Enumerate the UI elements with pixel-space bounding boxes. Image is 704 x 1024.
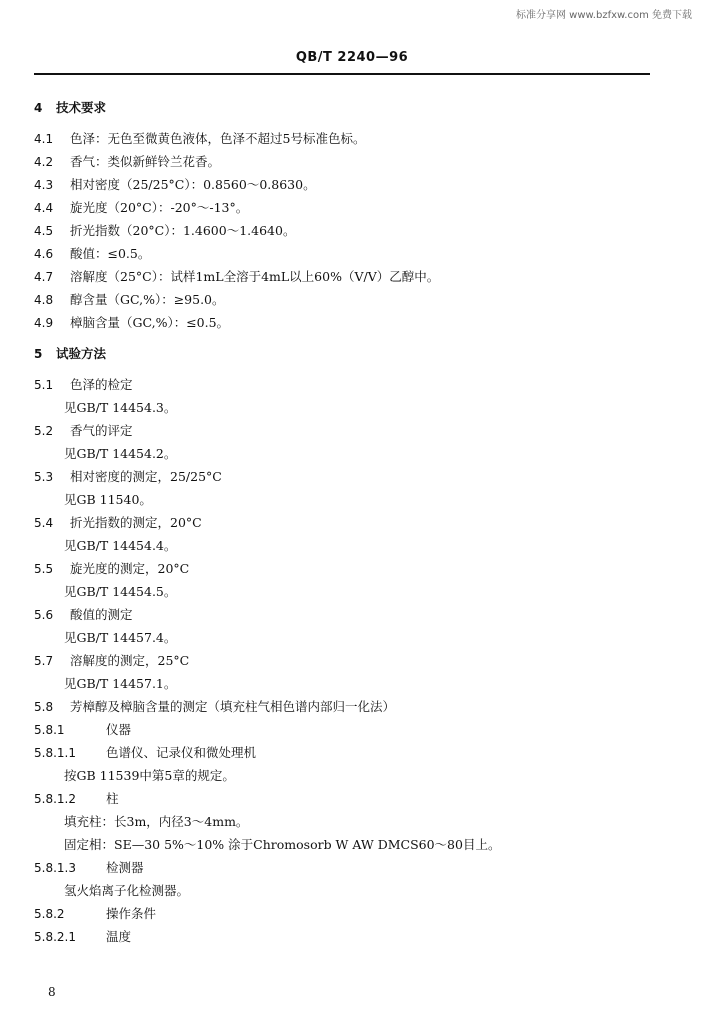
clause-line	[34, 649, 664, 672]
clause-text: 固定相：SE—30 5%～10% 涂于Chromosorb W AW DMCS60～80目上。	[64, 837, 501, 852]
clause-text: 温度	[106, 929, 132, 944]
clause-line	[34, 695, 664, 718]
clause-text: 酸值的测定	[70, 607, 133, 622]
clause-body-line	[34, 764, 664, 787]
section-5-lines	[34, 373, 664, 948]
clause-number: 5.8.1.2	[34, 792, 76, 806]
clause-text: 见GB/T 14454.3。	[64, 400, 177, 415]
clause-number: 5.6	[34, 608, 54, 622]
clause-text: 相对密度的测定，25/25°C	[70, 469, 222, 484]
clause-line	[34, 219, 664, 242]
clause-body-line	[34, 534, 664, 557]
clause-body-line	[34, 626, 664, 649]
clause-text: 色泽的检定	[70, 377, 133, 392]
clause-line	[34, 511, 664, 534]
clause-number: 4.6	[34, 247, 54, 261]
standard-number-header: QB/T 2240—96	[295, 50, 409, 65]
clause-line	[34, 288, 664, 311]
clause-number: 5.3	[34, 470, 54, 484]
clause-body-line	[34, 442, 664, 465]
clause-text: 见GB 11540。	[64, 492, 152, 507]
clause-line	[34, 718, 664, 741]
clause-text: 溶解度的测定，25°C	[70, 653, 190, 668]
clause-line	[34, 127, 664, 150]
clause-line	[34, 419, 664, 442]
clause-line	[34, 741, 664, 764]
page-number: 8	[48, 985, 56, 999]
section-4-items	[34, 127, 664, 334]
clause-text: 香气的评定	[70, 423, 133, 438]
clause-line	[34, 150, 664, 173]
clause-number: 4.3	[34, 178, 54, 192]
clause-body-line	[34, 580, 664, 603]
clause-text: 见GB/T 14454.5。	[64, 584, 177, 599]
clause-number: 5.8.1.3	[34, 861, 76, 875]
clause-text: 折光指数（20°C）：1.4600～1.4640。	[70, 223, 296, 238]
clause-text: 色谱仪、记录仪和微处理机	[106, 745, 257, 760]
clause-text: 酸值：≤0.5。	[70, 246, 151, 261]
clause-number: 5.8.2.1	[34, 930, 76, 944]
clause-text: 溶解度（25°C）：试样1mL全溶于4mL以上60%（V/V）乙醇中。	[70, 269, 440, 284]
clause-body-line	[34, 879, 664, 902]
clause-text: 柱	[106, 791, 119, 806]
clause-text: 按GB 11539中第5章的规定。	[64, 768, 235, 783]
clause-number: 5.7	[34, 654, 54, 668]
section-5-heading	[34, 342, 664, 365]
clause-text: 醇含量（GC,%）：≥95.0。	[70, 292, 225, 307]
clause-text: 樟脑含量（GC,%）：≤0.5。	[70, 315, 230, 330]
clause-line	[34, 925, 664, 948]
clause-number: 5.5	[34, 562, 54, 576]
clause-line	[34, 311, 664, 334]
clause-number: 4.7	[34, 270, 54, 284]
clause-number: 4.4	[34, 201, 54, 215]
section-number: 5	[34, 347, 43, 361]
clause-body-line	[34, 396, 664, 419]
clause-number: 4.9	[34, 316, 54, 330]
clause-line	[34, 242, 664, 265]
clause-text: 氢火焰离子化检测器。	[64, 883, 190, 898]
clause-number: 5.4	[34, 516, 54, 530]
clause-number: 5.1	[34, 378, 54, 392]
clause-text: 旋光度（20°C）：-20°～-13°。	[70, 200, 249, 215]
clause-line	[34, 373, 664, 396]
header-rule	[34, 73, 650, 75]
clause-body-line	[34, 833, 664, 856]
clause-number: 4.2	[34, 155, 54, 169]
clause-number: 5.2	[34, 424, 54, 438]
section-title: 试验方法	[56, 346, 107, 361]
clause-text: 见GB/T 14457.4。	[64, 630, 177, 645]
clause-line	[34, 265, 664, 288]
clause-line	[34, 557, 664, 580]
clause-number: 5.8.1.1	[34, 746, 76, 760]
clause-text: 芳樟醇及樟脑含量的测定（填充柱气相色谱内部归一化法）	[70, 699, 396, 714]
clause-line	[34, 196, 664, 219]
clause-line	[34, 603, 664, 626]
clause-text: 旋光度的测定，20°C	[70, 561, 190, 576]
section-number: 4	[34, 101, 43, 115]
clause-text: 折光指数的测定，20°C	[70, 515, 202, 530]
document-body	[34, 96, 664, 948]
section-4-heading	[34, 96, 664, 119]
clause-text: 色泽：无色至微黄色液体，色泽不超过5号标准色标。	[70, 131, 366, 146]
clause-body-line	[34, 810, 664, 833]
clause-text: 见GB/T 14454.4。	[64, 538, 177, 553]
clause-number: 4.5	[34, 224, 54, 238]
clause-text: 操作条件	[106, 906, 157, 921]
clause-number: 5.8.2	[34, 907, 65, 921]
clause-number: 5.8.1	[34, 723, 65, 737]
clause-line	[34, 173, 664, 196]
clause-line	[34, 902, 664, 925]
section-title: 技术要求	[56, 100, 107, 115]
clause-text: 检测器	[106, 860, 144, 875]
clause-text: 见GB/T 14454.2。	[64, 446, 177, 461]
clause-text: 仪器	[106, 722, 132, 737]
clause-body-line	[34, 488, 664, 511]
clause-body-line	[34, 672, 664, 695]
clause-line	[34, 856, 664, 879]
clause-line	[34, 465, 664, 488]
clause-text: 填充柱：长3m，内径3～4mm。	[64, 814, 249, 829]
clause-number: 5.8	[34, 700, 54, 714]
clause-text: 香气：类似新鲜铃兰花香。	[70, 154, 221, 169]
watermark: 标准分享网 www.bzfxw.com 免费下载	[516, 10, 692, 21]
clause-line	[34, 787, 664, 810]
clause-number: 4.8	[34, 293, 54, 307]
clause-text: 见GB/T 14457.1。	[64, 676, 177, 691]
clause-number: 4.1	[34, 132, 54, 146]
clause-text: 相对密度（25/25°C）：0.8560～0.8630。	[70, 177, 316, 192]
